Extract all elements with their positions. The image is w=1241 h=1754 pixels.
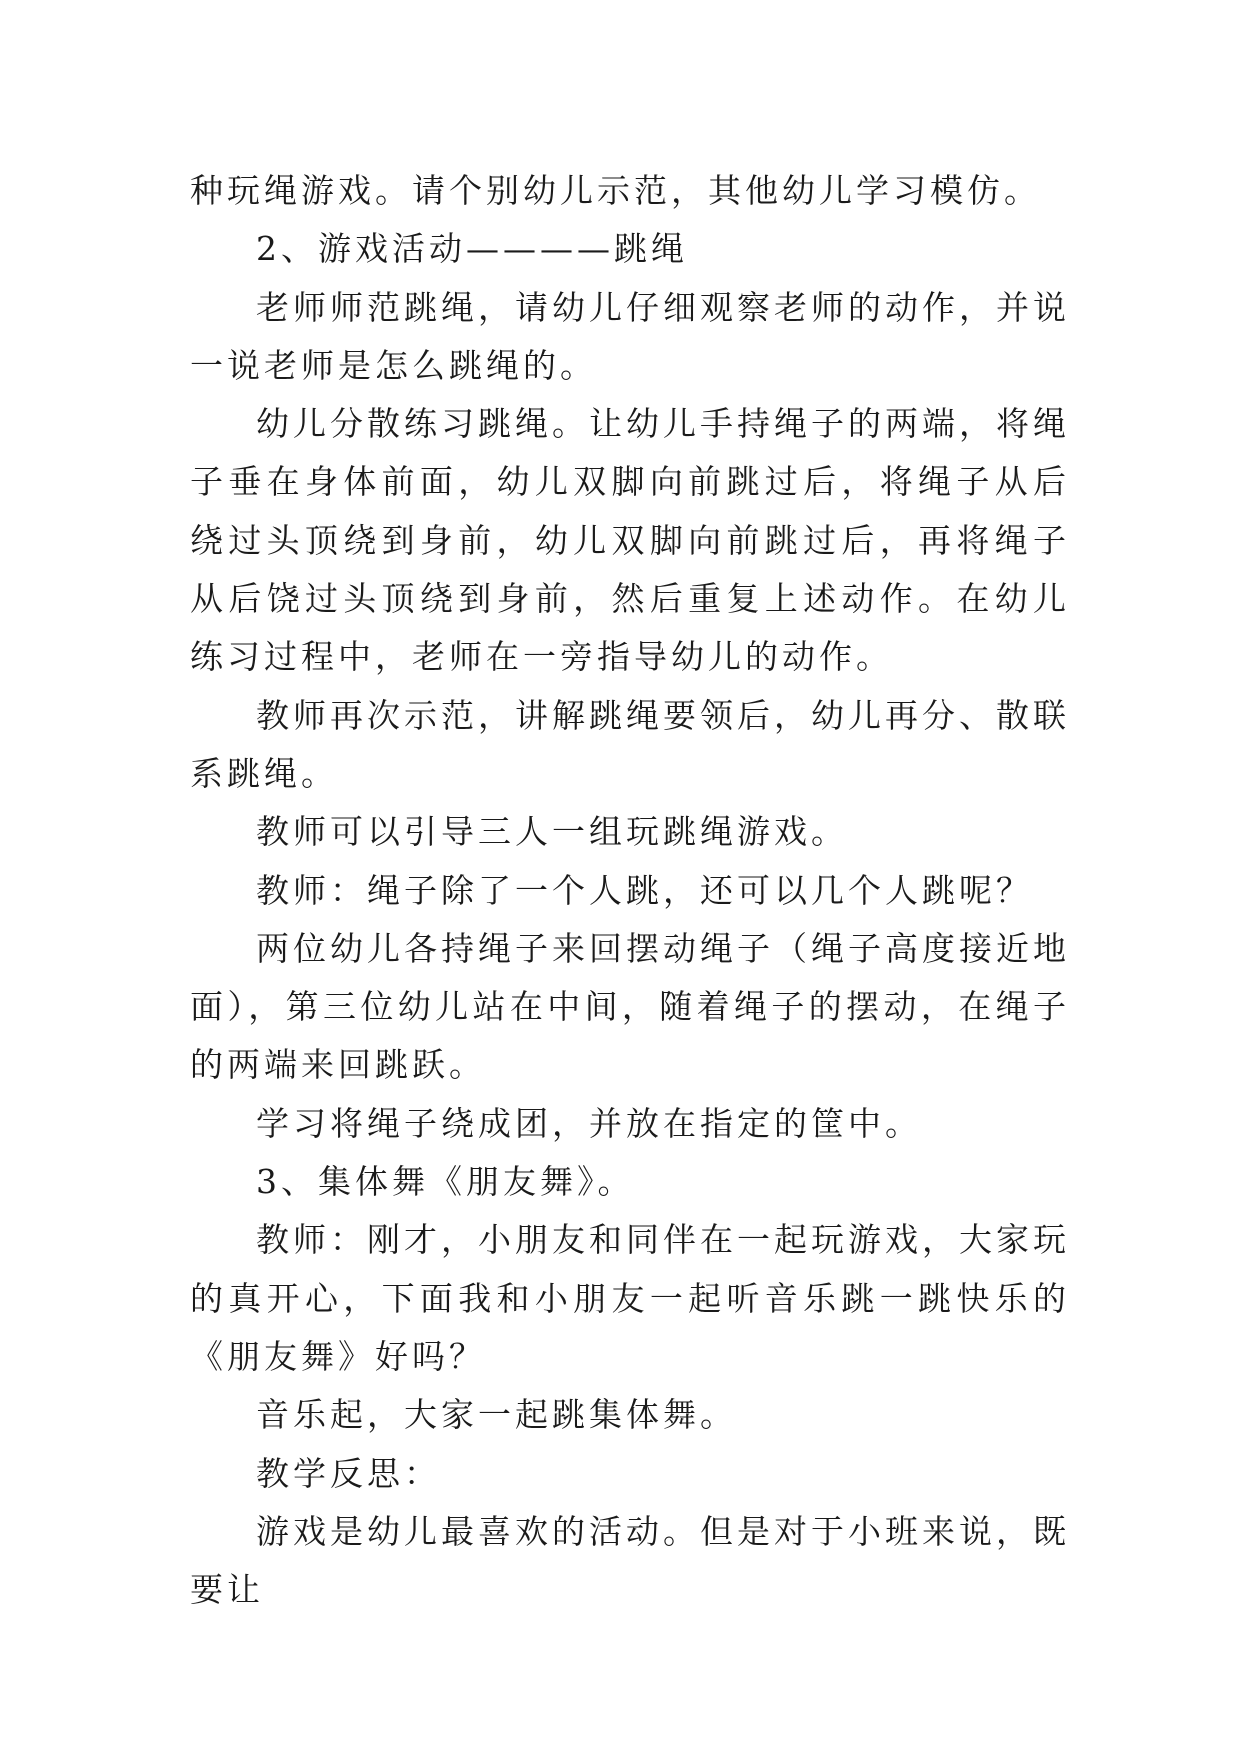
paragraph: 教师：绳子除了一个人跳，还可以几个人跳呢？ — [256, 870, 1033, 910]
paragraph: 游戏是幼儿最喜欢的活动。但是对于小班来说，既要让 — [190, 1511, 1070, 1610]
paragraph: 音乐起，大家一起跳集体舞。 — [256, 1395, 737, 1435]
paragraph: 种玩绳游戏。请个别幼儿示范，其他幼儿学习模仿。 — [190, 171, 1041, 210]
paragraph: 2、游戏活动————跳绳 — [256, 229, 688, 269]
paragraph: 学习将绳子绕成团，并放在指定的筐中。 — [256, 1103, 922, 1143]
document-body — [190, 162, 1070, 1619]
paragraph: 幼儿分散练习跳绳。让幼儿手持绳子的两端，将绳子垂在身体前面，幼儿双脚向前跳过后，将绳子从后绕过头顶绕到身前，幼儿双脚向前跳过后，再将绳子从后饶过头顶绕到身前，然后重复上述动作。在幼儿练习过程中，老师在一旁指导幼儿的动作。 — [190, 404, 1070, 677]
paragraph: 教师：刚才，小朋友和同伴在一起玩游戏，大家玩的真开心，下面我和小朋友一起听音乐跳一跳快乐的《朋友舞》好吗？ — [190, 1220, 1070, 1376]
paragraph: 教师再次示范，讲解跳绳要领后，幼儿再分、散联系跳绳。 — [190, 695, 1070, 793]
paragraph: 3、集体舞《朋友舞》。 — [256, 1162, 635, 1202]
paragraph: 教学反思： — [256, 1453, 441, 1493]
paragraph: 两位幼儿各持绳子来回摆动绳子（绳子高度接近地面），第三位幼儿站在中间，随着绳子的摆动，在绳子的两端来回跳跃。 — [190, 928, 1070, 1085]
paragraph: 老师师范跳绳，请幼儿仔细观察老师的动作，并说一说老师是怎么跳绳的。 — [190, 287, 1070, 385]
paragraph: 教师可以引导三人一组玩跳绳游戏。 — [256, 812, 848, 852]
